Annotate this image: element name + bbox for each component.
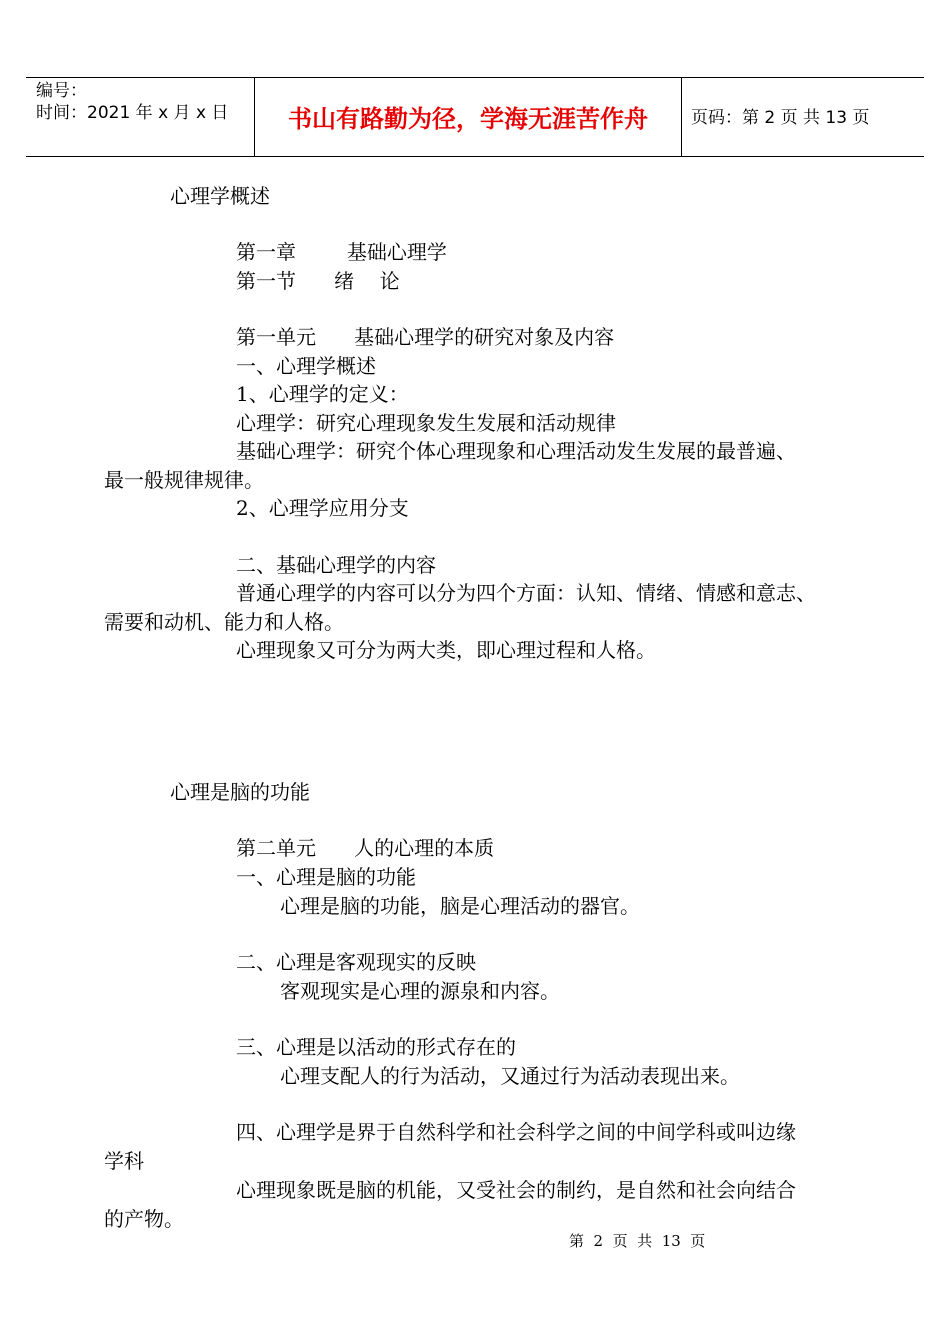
paragraph-line: 心理是脑的功能，脑是心理活动的器官。 [280, 894, 640, 918]
subheading: 四、心理学是界于自然科学和社会科学之间的中间学科或叫边缘 [236, 1120, 796, 1144]
section-heading: 心理是脑的功能 [170, 780, 310, 804]
unit-title: 第一单元 基础心理学的研究对象及内容 [236, 325, 615, 349]
subheading: 二、心理是客观现实的反映 [236, 950, 476, 974]
paragraph-line: 需要和动机、能力和人格。 [104, 610, 344, 634]
numbered-item: 2、心理学应用分支 [236, 496, 409, 520]
paragraph-line: 心理现象又可分为两大类，即心理过程和人格。 [236, 638, 656, 662]
subheading: 一、心理是脑的功能 [236, 865, 416, 889]
paragraph-line: 心理现象既是脑的机能，又受社会的制约，是自然和社会向结合 [236, 1178, 796, 1202]
subheading: 三、心理是以活动的形式存在的 [236, 1035, 516, 1059]
numbered-item: 1、心理学的定义： [236, 382, 409, 406]
header-meta-cell [26, 78, 254, 156]
section-title: 第一节 绪 论 [236, 269, 400, 293]
page-footer: 第 2 页 共 13 页 [569, 1232, 706, 1250]
subheading: 学科 [104, 1149, 144, 1173]
chapter-title: 第一章 基础心理学 [236, 240, 447, 264]
paragraph-line: 普通心理学的内容可以分为四个方面：认知、情绪、情感和意志、 [236, 581, 816, 605]
subheading: 一、心理学概述 [236, 354, 376, 378]
unit-title: 第二单元 人的心理的本质 [236, 836, 495, 860]
paragraph-line: 最一般规律规律。 [104, 468, 264, 492]
page-number-label: 页码：第 2 页 共 13 页 [691, 108, 870, 128]
paragraph-line: 心理学：研究心理现象发生发展和活动规律 [236, 411, 616, 435]
section-heading: 心理学概述 [170, 184, 270, 208]
motto-text: 书山有路勤为径，学海无涯苦作舟 [288, 105, 648, 133]
header-motto-cell [254, 78, 682, 156]
subheading: 二、基础心理学的内容 [236, 553, 436, 577]
page-header [26, 77, 924, 157]
serial-number-label: 编号： [36, 81, 87, 101]
paragraph-line: 心理支配人的行为活动，又通过行为活动表现出来。 [280, 1064, 740, 1088]
paragraph-line: 基础心理学：研究个体心理现象和心理活动发生发展的最普遍、 [236, 439, 796, 463]
paragraph-line: 的产物。 [104, 1207, 184, 1231]
date-label: 时间：2021 年 x 月 x 日 [36, 103, 229, 123]
header-page-cell [681, 78, 924, 156]
paragraph-line: 客观现实是心理的源泉和内容。 [280, 979, 560, 1003]
